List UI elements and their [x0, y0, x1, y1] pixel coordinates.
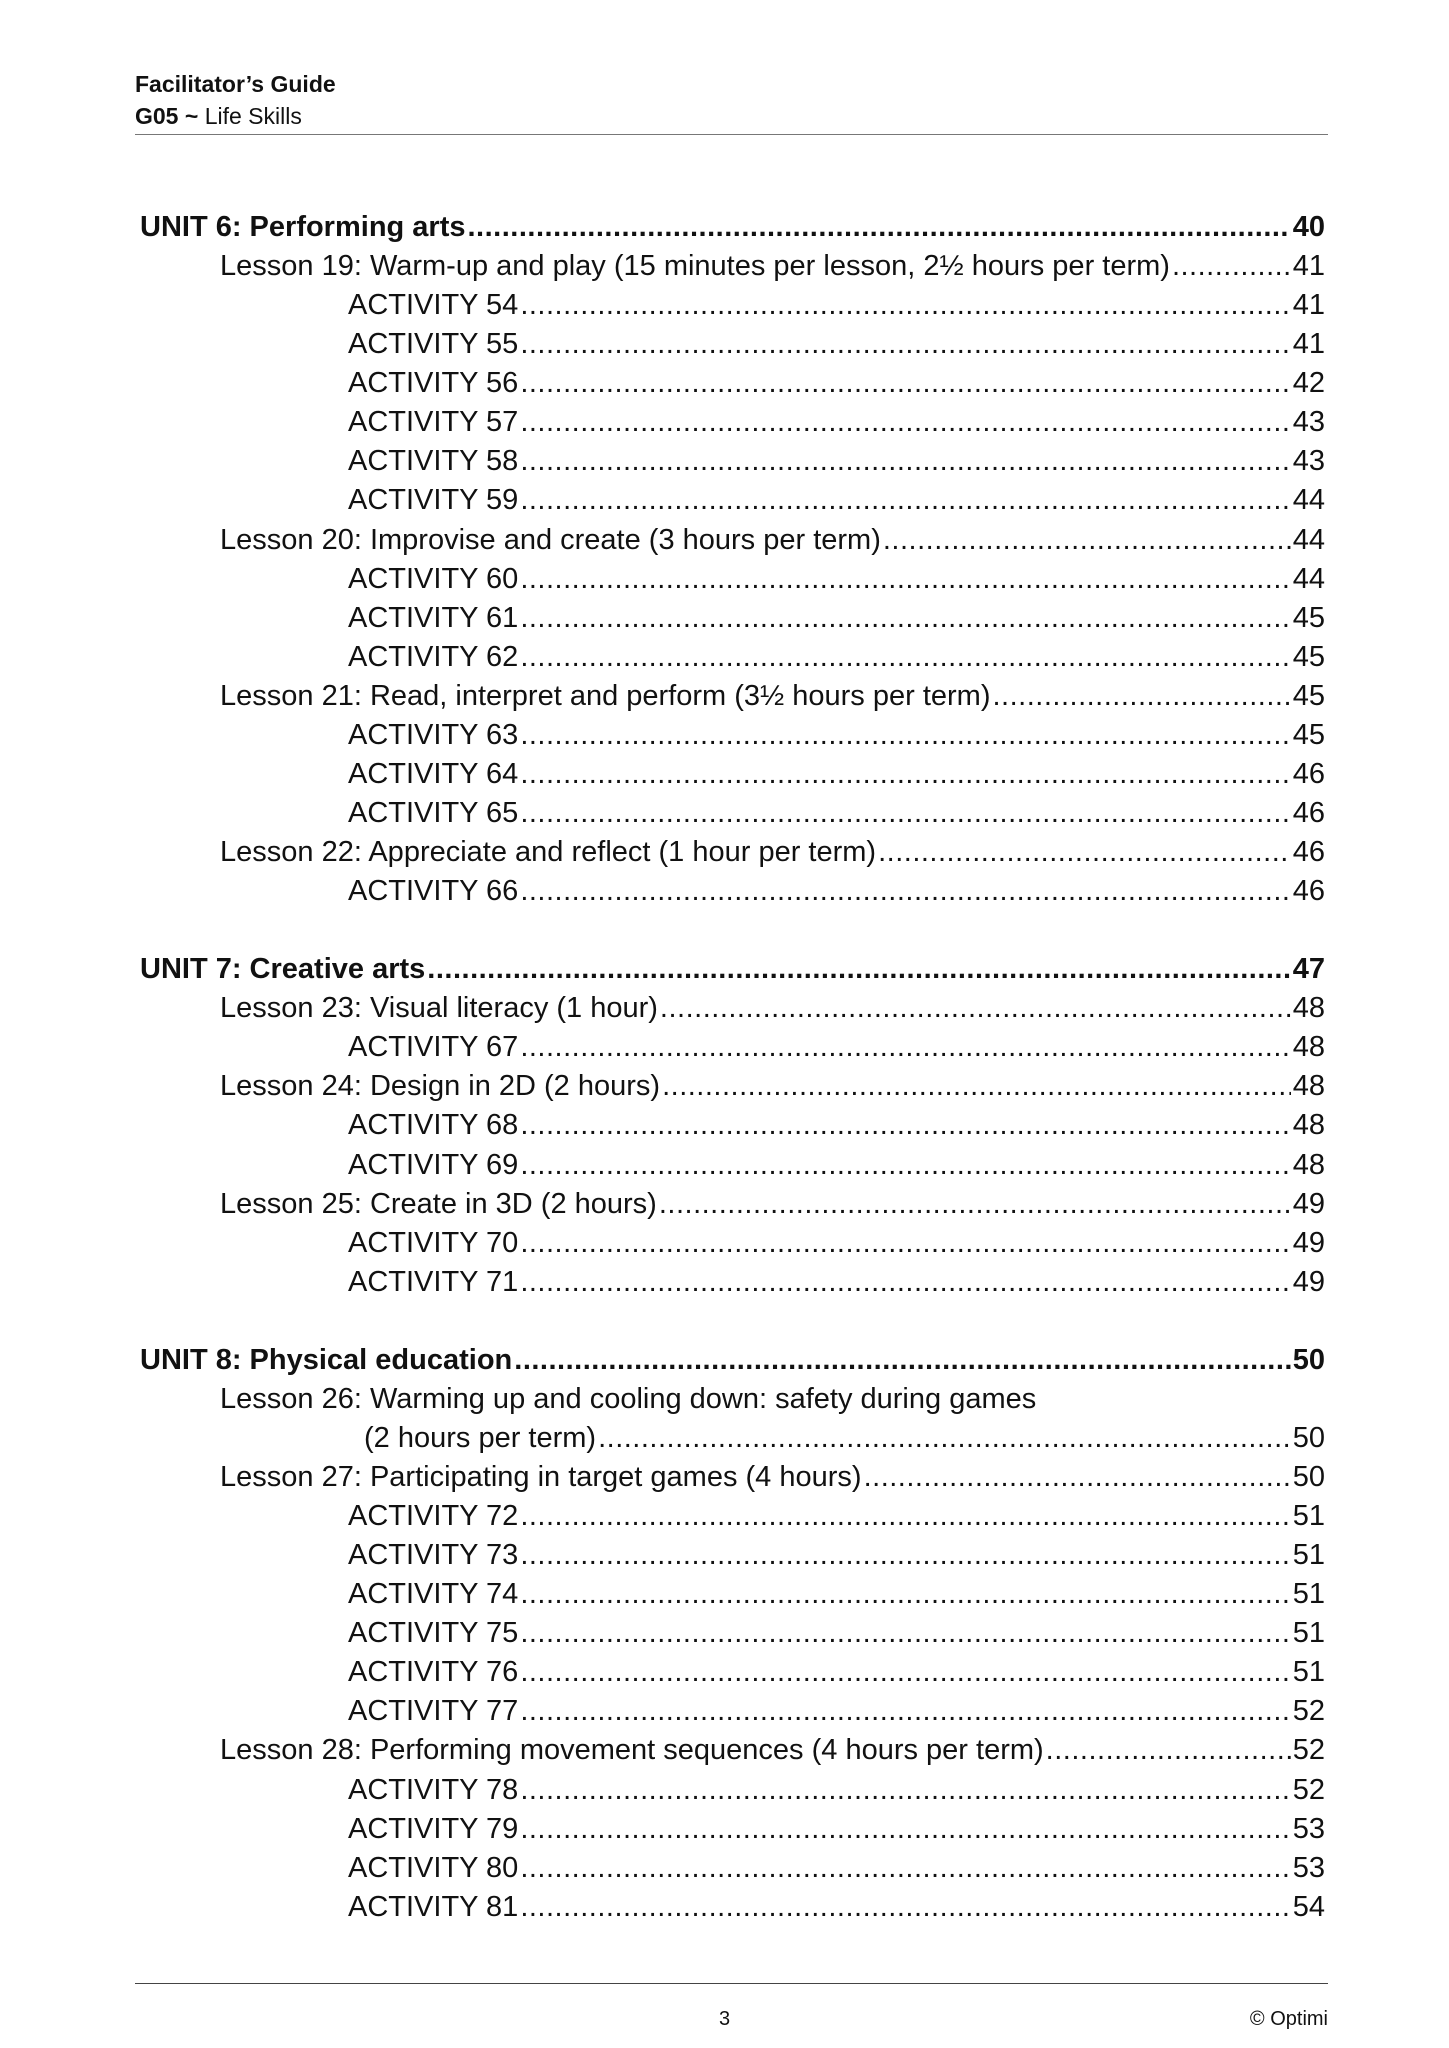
- dot-leader: [520, 794, 1290, 833]
- toc-entry-activity[interactable]: [140, 1536, 1325, 1575]
- toc-entry-cont[interactable]: [140, 1419, 1325, 1458]
- toc-entry-title: ACTIVITY 74: [348, 1578, 519, 1611]
- toc-entry-page: 48: [1292, 1148, 1325, 1181]
- toc-entry-activity[interactable]: [140, 1849, 1325, 1888]
- dot-leader: [520, 1146, 1290, 1185]
- toc-entry-title: ACTIVITY 77: [348, 1695, 519, 1728]
- page-number: 3: [718, 2008, 731, 2030]
- toc-entry-page: 45: [1292, 640, 1325, 673]
- dot-leader: [520, 1224, 1290, 1263]
- toc-entry-activity[interactable]: [140, 1888, 1325, 1927]
- toc-entry-lesson[interactable]: [140, 677, 1325, 716]
- toc-entry-page: 44: [1292, 562, 1325, 595]
- dot-leader: [520, 1888, 1290, 1927]
- toc-entry-page: 48: [1292, 1109, 1325, 1142]
- toc-entry-activity[interactable]: [140, 638, 1325, 677]
- toc-entry-title: Lesson 22: Appreciate and reflect (1 hour per term): [220, 836, 877, 868]
- toc-entry-page: 46: [1292, 757, 1325, 790]
- toc-entry-title: ACTIVITY 65: [348, 796, 519, 829]
- toc-entry-page: 48: [1292, 1031, 1325, 1064]
- toc-entry-page: 40: [1292, 211, 1325, 243]
- toc-entry-unit[interactable]: [140, 1341, 1325, 1380]
- dot-leader: [520, 560, 1290, 599]
- dot-leader: [993, 677, 1291, 716]
- toc-entry-title: Lesson 20: Improvise and create (3 hours per term): [220, 523, 881, 556]
- toc-entry-title: Lesson 27: Participating in target games (4 hours): [220, 1461, 862, 1493]
- copyright: © Optimi: [1249, 2008, 1328, 2030]
- dot-leader: [878, 833, 1291, 872]
- toc-entry-page: 50: [1292, 1343, 1325, 1376]
- toc-entry-page: 51: [1292, 1500, 1325, 1533]
- toc-entry-title: ACTIVITY 64: [348, 757, 519, 790]
- toc-entry-page: 46: [1292, 836, 1325, 868]
- toc-entry-activity[interactable]: [140, 481, 1325, 520]
- toc-entry-activity[interactable]: [140, 1146, 1325, 1185]
- toc-entry-title: ACTIVITY 63: [348, 718, 519, 751]
- toc-entry-page: 41: [1292, 250, 1325, 283]
- dot-leader: [598, 1419, 1291, 1458]
- page-header: [135, 68, 1328, 132]
- toc-entry-title: Lesson 28: Performing movement sequences (4 hours per term): [220, 1734, 1044, 1767]
- toc-entry-lesson[interactable]: [140, 1067, 1325, 1106]
- toc-entry-lesson[interactable]: [140, 833, 1325, 872]
- toc-entry-page: 52: [1292, 1773, 1325, 1806]
- toc-entry-title: UNIT 6: Performing arts: [140, 211, 466, 243]
- toc-entry-title: ACTIVITY 81: [348, 1890, 519, 1923]
- toc-entry-activity[interactable]: [140, 1106, 1325, 1145]
- toc-entry-activity[interactable]: [140, 286, 1325, 325]
- toc-entry-activity[interactable]: [140, 755, 1325, 794]
- toc-entry-title: ACTIVITY 76: [348, 1656, 519, 1689]
- toc-spacer: [140, 911, 1325, 950]
- dot-leader: [520, 1614, 1290, 1653]
- toc-entry-page: 47: [1292, 953, 1325, 986]
- toc-entry-lesson[interactable]: [140, 1731, 1325, 1770]
- dot-leader: [520, 1849, 1290, 1888]
- toc-entry-title: ACTIVITY 75: [348, 1617, 519, 1650]
- dot-leader: [520, 1692, 1290, 1731]
- toc-entry-page: 49: [1292, 1187, 1325, 1220]
- toc-entry-activity[interactable]: [140, 794, 1325, 833]
- dot-leader: [520, 872, 1290, 911]
- toc-entry-lesson[interactable]: [140, 521, 1325, 560]
- toc-entry-unit[interactable]: [140, 950, 1325, 989]
- toc-entry-activity[interactable]: [140, 872, 1325, 911]
- toc-entry-title: UNIT 7: Creative arts: [140, 953, 426, 986]
- toc-entry-activity[interactable]: [140, 1575, 1325, 1614]
- toc-entry-title: Lesson 23: Visual literacy (1 hour): [220, 992, 658, 1025]
- dot-leader: [520, 638, 1290, 677]
- toc-entry-page: 41: [1292, 289, 1325, 322]
- toc-entry-lesson-nopage[interactable]: [140, 1380, 1325, 1419]
- dot-leader: [520, 1106, 1290, 1145]
- toc-entry-lesson[interactable]: [140, 1458, 1325, 1497]
- dot-leader: [1172, 247, 1291, 286]
- toc-entry-page: 50: [1292, 1461, 1325, 1493]
- toc-entry-title: ACTIVITY 59: [348, 484, 519, 517]
- subject-name: Life Skills: [204, 103, 302, 129]
- toc-entry-activity[interactable]: [140, 1614, 1325, 1653]
- toc-entry-page: 46: [1292, 796, 1325, 829]
- toc-entry-page: 44: [1292, 523, 1325, 556]
- dot-leader: [520, 1028, 1290, 1067]
- dot-leader: [660, 989, 1291, 1028]
- toc-entry-page: 44: [1292, 484, 1325, 517]
- dot-leader: [883, 521, 1291, 560]
- dot-leader: [520, 481, 1290, 520]
- toc-entry-title: ACTIVITY 62: [348, 640, 519, 673]
- toc-entry-page: 50: [1292, 1421, 1325, 1454]
- toc-entry-activity[interactable]: [140, 1692, 1325, 1731]
- dot-leader: [520, 1771, 1290, 1810]
- toc-entry-page: 46: [1292, 875, 1325, 908]
- dot-leader: [520, 1653, 1290, 1692]
- toc-entry-title: (2 hours per term): [364, 1421, 597, 1454]
- toc-entry-activity[interactable]: [140, 1771, 1325, 1810]
- guide-title: Facilitator’s Guide: [135, 71, 336, 97]
- footer-rule: [135, 1983, 1328, 1984]
- toc-entry-page: 51: [1292, 1578, 1325, 1611]
- toc-entry-title: ACTIVITY 57: [348, 406, 519, 439]
- toc-entry-activity[interactable]: [140, 1497, 1325, 1536]
- dot-leader: [520, 1575, 1290, 1614]
- toc-entry-activity[interactable]: [140, 716, 1325, 755]
- toc-entry-lesson[interactable]: [140, 247, 1325, 286]
- dot-leader: [1046, 1731, 1291, 1770]
- toc-entry-activity[interactable]: [140, 1810, 1325, 1849]
- toc-entry-page: 54: [1292, 1890, 1325, 1923]
- dot-leader: [520, 1536, 1290, 1575]
- dot-leader: [520, 1810, 1290, 1849]
- toc-spacer: [140, 1302, 1325, 1341]
- toc-entry-activity[interactable]: [140, 364, 1325, 403]
- toc-entry-page: 48: [1292, 1070, 1325, 1103]
- toc-entry-title: Lesson 24: Design in 2D (2 hours): [220, 1070, 661, 1103]
- toc-entry-activity[interactable]: [140, 1263, 1325, 1302]
- toc-entry-page: 53: [1292, 1851, 1325, 1884]
- dot-leader: [520, 599, 1290, 638]
- toc-entry-title: ACTIVITY 67: [348, 1031, 519, 1064]
- toc-entry-page: 53: [1292, 1812, 1325, 1845]
- toc-entry-lesson[interactable]: [140, 1185, 1325, 1224]
- toc-entry-title: ACTIVITY 79: [348, 1812, 519, 1845]
- table-of-contents: [140, 208, 1325, 1927]
- dot-leader: [520, 364, 1290, 403]
- toc-entry-lesson[interactable]: [140, 989, 1325, 1028]
- toc-entry-page: 52: [1292, 1695, 1325, 1728]
- toc-entry-page: 49: [1292, 1265, 1325, 1298]
- toc-entry-title: ACTIVITY 54: [348, 289, 519, 322]
- toc-entry-page: 51: [1292, 1539, 1325, 1572]
- grade-code: G05 ~: [135, 103, 199, 129]
- toc-entry-title: ACTIVITY 78: [348, 1773, 519, 1806]
- dot-leader: [520, 1497, 1290, 1536]
- toc-entry-activity[interactable]: [140, 403, 1325, 442]
- toc-entry-page: 52: [1292, 1734, 1325, 1767]
- toc-entry-activity[interactable]: [140, 442, 1325, 481]
- toc-entry-title: Lesson 19: Warm-up and play (15 minutes per lesson, 2½ hours per term): [220, 250, 1170, 283]
- toc-entry-page: 49: [1292, 1226, 1325, 1259]
- guide-subtitle: [135, 100, 1328, 132]
- toc-entry-title: ACTIVITY 61: [348, 601, 519, 634]
- toc-entry-page: 41: [1292, 328, 1325, 361]
- dot-leader: [514, 1341, 1290, 1380]
- toc-entry-page: 45: [1292, 601, 1325, 634]
- dot-leader: [659, 1185, 1291, 1224]
- toc-entry-page: 43: [1292, 445, 1325, 478]
- toc-entry-page: 51: [1292, 1656, 1325, 1689]
- toc-entry-title: ACTIVITY 70: [348, 1226, 519, 1259]
- toc-entry-activity[interactable]: [140, 1653, 1325, 1692]
- dot-leader: [468, 208, 1291, 247]
- toc-entry-page: 43: [1292, 406, 1325, 439]
- dot-leader: [427, 950, 1290, 989]
- toc-entry-title: ACTIVITY 56: [348, 367, 519, 400]
- dot-leader: [520, 716, 1290, 755]
- toc-entry-title: UNIT 8: Physical education: [140, 1343, 513, 1376]
- dot-leader: [520, 325, 1290, 364]
- toc-entry-page: 51: [1292, 1617, 1325, 1650]
- toc-entry-title: ACTIVITY 60: [348, 562, 519, 595]
- toc-entry-activity[interactable]: [140, 560, 1325, 599]
- toc-entry-title: ACTIVITY 71: [348, 1265, 519, 1298]
- toc-entry-activity[interactable]: [140, 1028, 1325, 1067]
- toc-entry-page: 45: [1292, 679, 1325, 712]
- dot-leader: [520, 755, 1290, 794]
- toc-entry-title: Lesson 25: Create in 3D (2 hours): [220, 1187, 657, 1220]
- dot-leader: [520, 1263, 1290, 1302]
- toc-entry-unit[interactable]: [140, 208, 1325, 247]
- toc-entry-activity[interactable]: [140, 599, 1325, 638]
- toc-entry-title: ACTIVITY 66: [348, 875, 519, 908]
- toc-entry-activity[interactable]: [140, 1224, 1325, 1263]
- toc-entry-title: ACTIVITY 58: [348, 445, 519, 478]
- toc-entry-page: 48: [1292, 992, 1325, 1025]
- dot-leader: [520, 403, 1290, 442]
- toc-entry-title: ACTIVITY 73: [348, 1539, 519, 1572]
- dot-leader: [520, 442, 1290, 481]
- toc-entry-title: ACTIVITY 55: [348, 328, 519, 361]
- dot-leader: [662, 1067, 1291, 1106]
- toc-entry-title: ACTIVITY 72: [348, 1500, 519, 1533]
- toc-entry-title: Lesson 26: Warming up and cooling down: safety during games: [220, 1382, 1037, 1415]
- toc-entry-page: 42: [1292, 367, 1325, 400]
- header-rule: [135, 134, 1328, 135]
- toc-entry-title: ACTIVITY 80: [348, 1851, 519, 1884]
- toc-entry-title: ACTIVITY 68: [348, 1109, 519, 1142]
- toc-entry-activity[interactable]: [140, 325, 1325, 364]
- toc-entry-title: Lesson 21: Read, interpret and perform (3½ hours per term): [220, 679, 991, 712]
- dot-leader: [520, 286, 1290, 325]
- toc-entry-title: ACTIVITY 69: [348, 1148, 519, 1181]
- dot-leader: [864, 1458, 1291, 1497]
- toc-entry-page: 45: [1292, 718, 1325, 751]
